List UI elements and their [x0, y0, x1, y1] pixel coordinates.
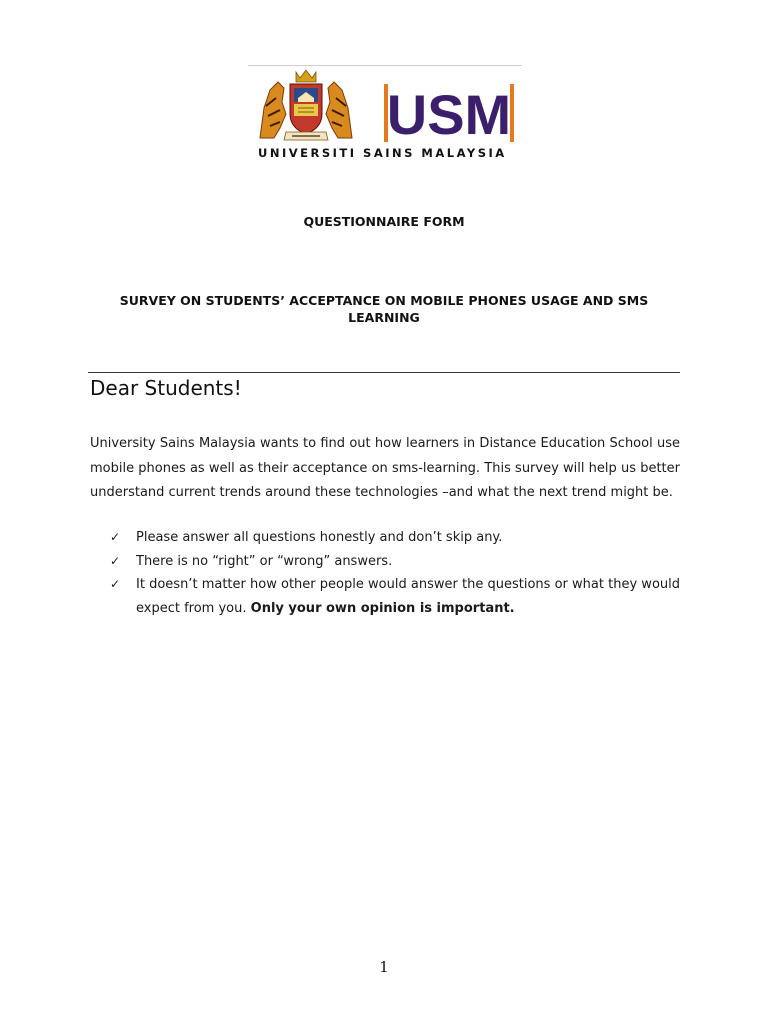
usm-wordmark — [384, 82, 514, 144]
form-title: QUESTIONNAIRE FORM — [303, 214, 465, 229]
instruction-item — [108, 526, 680, 550]
instruction-item — [108, 550, 680, 574]
checkmark-icon: ✓ — [110, 553, 121, 568]
instruction-item — [108, 573, 680, 620]
greeting-heading: Dear Students! — [90, 376, 242, 400]
instruction-emphasis: Only your own opinion is important. — [250, 600, 515, 616]
university-crest-icon — [256, 68, 356, 144]
instruction-text: There is no “right” or “wrong” answers. — [136, 553, 393, 569]
instruction-text: It doesn’t matter how other people would answer the questions or what they would expect from you. — [136, 577, 680, 616]
checkmark-icon: ✓ — [110, 577, 121, 591]
university-logo — [248, 64, 522, 160]
section-divider — [88, 372, 680, 373]
university-name: UNIVERSITI SAINS MALAYSIA — [258, 146, 507, 160]
intro-paragraph: University Sains Malaysia wants to find out how learners in Distance Education School use mobile phones as well as their acceptance on sms-learning. This survey will help us better understand current trends around these technologies –and what the next trend might be. — [90, 436, 680, 500]
usm-letters: USM — [386, 83, 512, 144]
page-number: 1 — [379, 958, 389, 976]
instruction-list — [108, 526, 680, 620]
survey-title: SURVEY ON STUDENTS’ ACCEPTANCE ON MOBILE PHONES USAGE AND SMS LEARNING — [119, 293, 649, 325]
instruction-text: Please answer all questions honestly and don’t skip any. — [136, 530, 503, 545]
logo-top-rule — [248, 65, 522, 66]
checkmark-icon: ✓ — [110, 530, 121, 544]
